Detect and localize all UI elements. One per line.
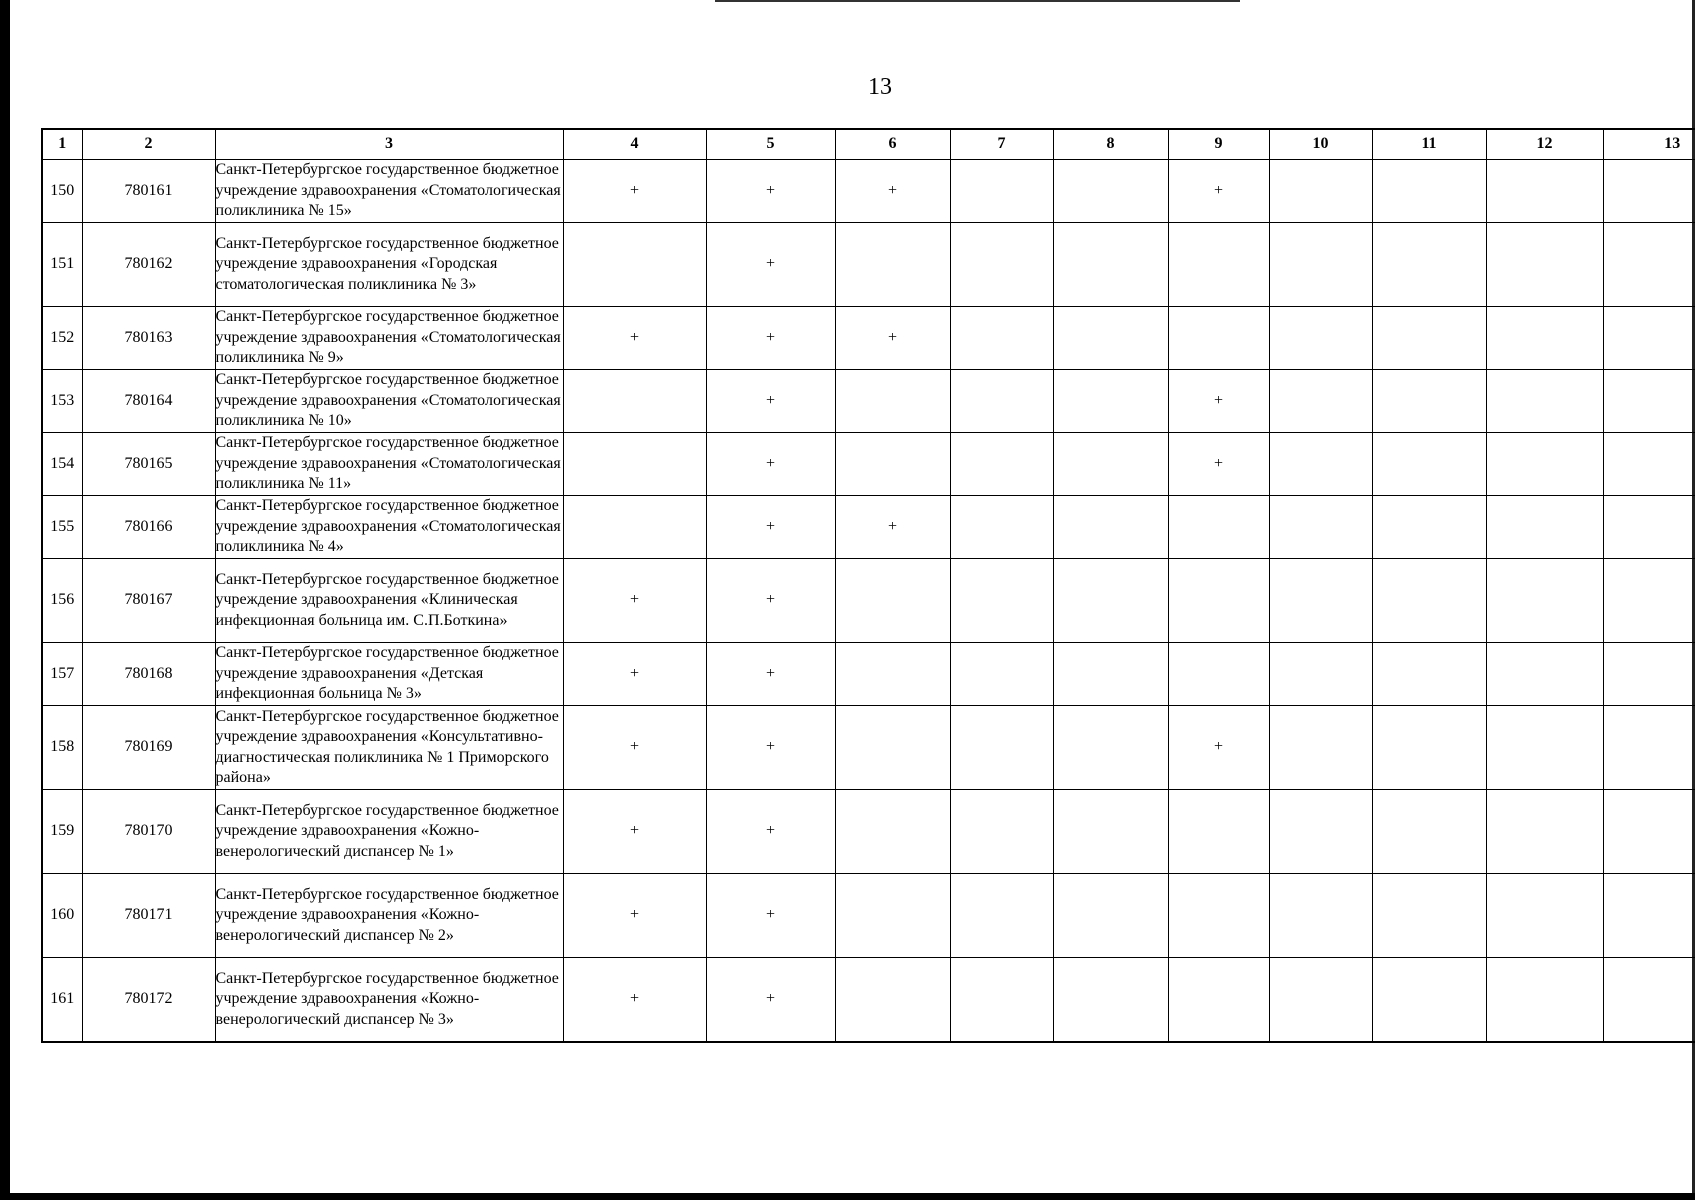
mark-cell <box>950 958 1053 1043</box>
mark-cell <box>1486 307 1603 370</box>
code-cell: 780161 <box>82 160 215 223</box>
institution-name-cell: Санкт-Петербургское государственное бюджетное учреждение здравоохранения «Кожно-венерологический диспансер № 2» <box>215 874 563 958</box>
code-cell: 780162 <box>82 223 215 307</box>
table-row <box>42 958 1695 1043</box>
mark-cell <box>1269 496 1372 559</box>
institution-name-cell: Санкт-Петербургское государственное бюджетное учреждение здравоохранения «Детская инфекционная больница № 3» <box>215 643 563 706</box>
code-cell: 780170 <box>82 790 215 874</box>
institution-name-cell: Санкт-Петербургское государственное бюджетное учреждение здравоохранения «Кожно-венерологический диспансер № 3» <box>215 958 563 1043</box>
column-header: 3 <box>215 129 563 160</box>
mark-cell <box>1603 433 1695 496</box>
mark-cell <box>950 433 1053 496</box>
mark-cell <box>1269 160 1372 223</box>
scan-border-bottom <box>0 1193 1695 1200</box>
column-header: 1 <box>42 129 82 160</box>
institution-name-cell: Санкт-Петербургское государственное бюджетное учреждение здравоохранения «Стоматологическая поликлиника № 15» <box>215 160 563 223</box>
mark-cell: + <box>706 223 835 307</box>
mark-cell <box>1486 496 1603 559</box>
mark-cell <box>1053 958 1168 1043</box>
mark-cell <box>835 433 950 496</box>
mark-cell: + <box>706 307 835 370</box>
mark-cell <box>1603 790 1695 874</box>
table-row <box>42 559 1695 643</box>
mark-cell <box>950 706 1053 790</box>
mark-cell <box>1372 370 1486 433</box>
table-row <box>42 223 1695 307</box>
mark-cell <box>563 433 706 496</box>
mark-cell <box>1486 643 1603 706</box>
mark-cell <box>1053 160 1168 223</box>
mark-cell <box>1603 643 1695 706</box>
column-header: 9 <box>1168 129 1269 160</box>
mark-cell <box>1603 958 1695 1043</box>
table-body <box>42 160 1695 1043</box>
institution-name-cell: Санкт-Петербургское государственное бюджетное учреждение здравоохранения «Городская стоматологическая поликлиника № 3» <box>215 223 563 307</box>
table-row <box>42 496 1695 559</box>
mark-cell <box>1372 307 1486 370</box>
table-row <box>42 790 1695 874</box>
mark-cell <box>1269 958 1372 1043</box>
mark-cell <box>1372 790 1486 874</box>
mark-cell <box>1053 223 1168 307</box>
mark-cell: + <box>706 160 835 223</box>
mark-cell <box>835 370 950 433</box>
mark-cell <box>1603 874 1695 958</box>
mark-cell <box>1053 370 1168 433</box>
row-number-cell: 159 <box>42 790 82 874</box>
row-number-cell: 160 <box>42 874 82 958</box>
row-number-cell: 154 <box>42 433 82 496</box>
mark-cell <box>1168 223 1269 307</box>
column-header: 5 <box>706 129 835 160</box>
column-header: 10 <box>1269 129 1372 160</box>
mark-cell: + <box>563 874 706 958</box>
mark-cell: + <box>563 643 706 706</box>
code-cell: 780166 <box>82 496 215 559</box>
code-cell: 780171 <box>82 874 215 958</box>
mark-cell <box>1053 706 1168 790</box>
institution-name-cell: Санкт-Петербургское государственное бюджетное учреждение здравоохранения «Стоматологическая поликлиника № 11» <box>215 433 563 496</box>
mark-cell <box>1486 223 1603 307</box>
row-number-cell: 151 <box>42 223 82 307</box>
mark-cell <box>563 370 706 433</box>
mark-cell <box>1603 496 1695 559</box>
mark-cell <box>1053 643 1168 706</box>
mark-cell: + <box>706 496 835 559</box>
row-number-cell: 158 <box>42 706 82 790</box>
mark-cell <box>1168 874 1269 958</box>
mark-cell <box>1168 643 1269 706</box>
row-number-cell: 152 <box>42 307 82 370</box>
mark-cell <box>1269 370 1372 433</box>
institution-name-cell: Санкт-Петербургское государственное бюджетное учреждение здравоохранения «Консультативно-диагностическая поликлиника № 1 Приморского района» <box>215 706 563 790</box>
mark-cell: + <box>706 790 835 874</box>
mark-cell: + <box>706 559 835 643</box>
mark-cell <box>1372 706 1486 790</box>
mark-cell <box>835 643 950 706</box>
mark-cell <box>950 160 1053 223</box>
mark-cell: + <box>706 706 835 790</box>
mark-cell: + <box>706 874 835 958</box>
table-row <box>42 643 1695 706</box>
institutions-table <box>41 128 1695 1043</box>
mark-cell <box>1372 223 1486 307</box>
code-cell: 780163 <box>82 307 215 370</box>
mark-cell: + <box>563 706 706 790</box>
mark-cell <box>1269 307 1372 370</box>
code-cell: 780167 <box>82 559 215 643</box>
column-header: 12 <box>1486 129 1603 160</box>
mark-cell <box>950 307 1053 370</box>
mark-cell: + <box>563 790 706 874</box>
column-header: 4 <box>563 129 706 160</box>
mark-cell <box>1486 160 1603 223</box>
mark-cell <box>835 790 950 874</box>
mark-cell <box>1372 160 1486 223</box>
institution-name-cell: Санкт-Петербургское государственное бюджетное учреждение здравоохранения «Стоматологическая поликлиника № 9» <box>215 307 563 370</box>
mark-cell <box>1269 790 1372 874</box>
institution-name-cell: Санкт-Петербургское государственное бюджетное учреждение здравоохранения «Кожно-венерологический диспансер № 1» <box>215 790 563 874</box>
institution-name-cell: Санкт-Петербургское государственное бюджетное учреждение здравоохранения «Клиническая инфекционная больница им. С.П.Боткина» <box>215 559 563 643</box>
mark-cell: + <box>563 559 706 643</box>
row-number-cell: 161 <box>42 958 82 1043</box>
mark-cell <box>1053 790 1168 874</box>
mark-cell: + <box>1168 370 1269 433</box>
mark-cell: + <box>706 370 835 433</box>
institution-name-cell: Санкт-Петербургское государственное бюджетное учреждение здравоохранения «Стоматологическая поликлиника № 10» <box>215 370 563 433</box>
mark-cell: + <box>706 433 835 496</box>
mark-cell <box>1269 706 1372 790</box>
mark-cell <box>1053 559 1168 643</box>
mark-cell <box>1168 496 1269 559</box>
mark-cell <box>563 496 706 559</box>
mark-cell: + <box>706 958 835 1043</box>
mark-cell: + <box>835 307 950 370</box>
mark-cell <box>1053 433 1168 496</box>
column-header: 7 <box>950 129 1053 160</box>
row-number-cell: 155 <box>42 496 82 559</box>
column-header: 13 <box>1603 129 1695 160</box>
mark-cell: + <box>1168 706 1269 790</box>
mark-cell: + <box>563 958 706 1043</box>
mark-cell <box>835 706 950 790</box>
mark-cell <box>835 559 950 643</box>
mark-cell <box>1053 307 1168 370</box>
mark-cell <box>950 223 1053 307</box>
code-cell: 780164 <box>82 370 215 433</box>
column-header: 2 <box>82 129 215 160</box>
row-number-cell: 150 <box>42 160 82 223</box>
scan-border-top <box>715 0 1240 2</box>
mark-cell <box>1372 958 1486 1043</box>
row-number-cell: 157 <box>42 643 82 706</box>
mark-cell: + <box>563 160 706 223</box>
table-row <box>42 706 1695 790</box>
mark-cell: + <box>1168 433 1269 496</box>
mark-cell <box>835 874 950 958</box>
mark-cell <box>1168 559 1269 643</box>
column-header: 6 <box>835 129 950 160</box>
table-row <box>42 370 1695 433</box>
mark-cell: + <box>706 643 835 706</box>
mark-cell: + <box>563 307 706 370</box>
mark-cell <box>1603 160 1695 223</box>
column-header: 8 <box>1053 129 1168 160</box>
mark-cell <box>1053 496 1168 559</box>
table-header-row <box>42 129 1695 160</box>
row-number-cell: 156 <box>42 559 82 643</box>
mark-cell <box>1486 559 1603 643</box>
mark-cell <box>1603 559 1695 643</box>
mark-cell <box>1486 433 1603 496</box>
mark-cell <box>950 370 1053 433</box>
mark-cell <box>1168 958 1269 1043</box>
mark-cell <box>1372 559 1486 643</box>
mark-cell <box>1372 433 1486 496</box>
mark-cell: + <box>835 496 950 559</box>
mark-cell <box>1269 433 1372 496</box>
mark-cell <box>950 559 1053 643</box>
mark-cell <box>950 496 1053 559</box>
mark-cell <box>1269 223 1372 307</box>
mark-cell <box>1372 496 1486 559</box>
mark-cell <box>1053 874 1168 958</box>
mark-cell <box>1486 790 1603 874</box>
mark-cell <box>950 643 1053 706</box>
mark-cell <box>563 223 706 307</box>
mark-cell <box>1603 223 1695 307</box>
mark-cell <box>1603 370 1695 433</box>
mark-cell: + <box>1168 160 1269 223</box>
mark-cell <box>1269 559 1372 643</box>
mark-cell <box>1603 706 1695 790</box>
mark-cell <box>1486 370 1603 433</box>
table-row <box>42 433 1695 496</box>
mark-cell <box>1486 958 1603 1043</box>
mark-cell <box>835 223 950 307</box>
table-row <box>42 160 1695 223</box>
mark-cell <box>1168 790 1269 874</box>
scan-border-left <box>0 0 10 1200</box>
table-row <box>42 307 1695 370</box>
mark-cell <box>950 874 1053 958</box>
code-cell: 780168 <box>82 643 215 706</box>
mark-cell <box>1269 874 1372 958</box>
mark-cell <box>1269 643 1372 706</box>
mark-cell <box>950 790 1053 874</box>
code-cell: 780172 <box>82 958 215 1043</box>
code-cell: 780169 <box>82 706 215 790</box>
mark-cell <box>1372 874 1486 958</box>
mark-cell <box>1603 307 1695 370</box>
row-number-cell: 153 <box>42 370 82 433</box>
mark-cell <box>1372 643 1486 706</box>
institution-name-cell: Санкт-Петербургское государственное бюджетное учреждение здравоохранения «Стоматологическая поликлиника № 4» <box>215 496 563 559</box>
column-header: 11 <box>1372 129 1486 160</box>
mark-cell <box>835 958 950 1043</box>
table-row <box>42 874 1695 958</box>
page-number: 13 <box>868 74 892 100</box>
mark-cell <box>1168 307 1269 370</box>
mark-cell <box>1486 874 1603 958</box>
mark-cell: + <box>835 160 950 223</box>
code-cell: 780165 <box>82 433 215 496</box>
mark-cell <box>1486 706 1603 790</box>
